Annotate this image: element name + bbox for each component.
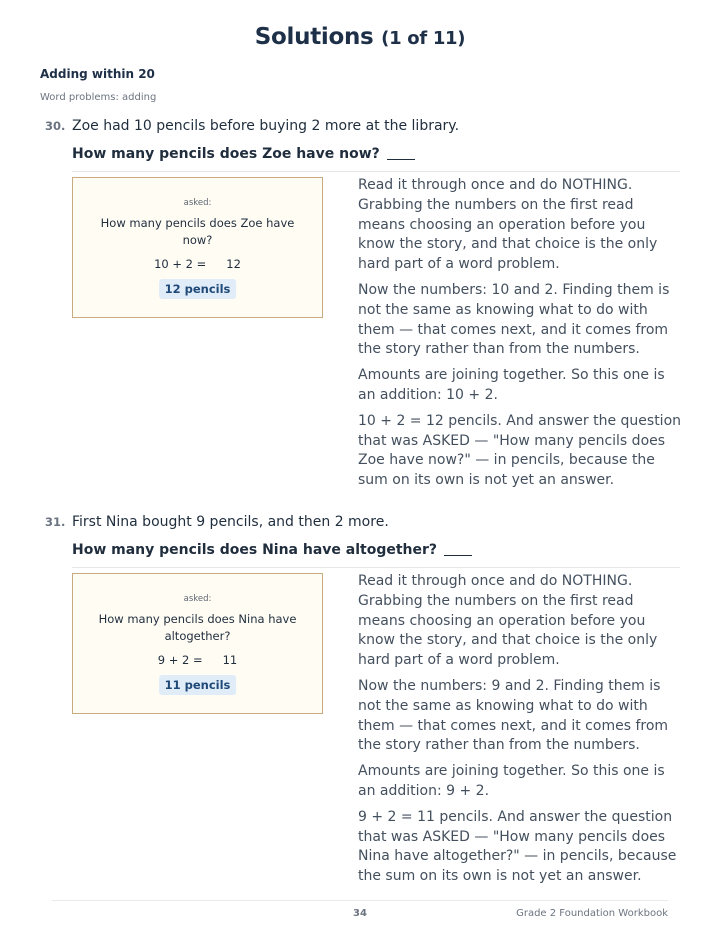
answer-badge: 11 pencils (159, 675, 237, 695)
answer-badge: 12 pencils (159, 279, 237, 299)
work-box (72, 573, 323, 714)
answer-blank (387, 159, 415, 160)
explanation (358, 572, 684, 893)
asked-question: How many pencils does Zoe have now? (100, 216, 295, 247)
problem-question (72, 542, 472, 558)
question-text: How many pencils does Nina have altogether? (72, 542, 438, 558)
problem-number: 30. (45, 119, 66, 133)
work-box (72, 177, 323, 318)
problem-number: 31. (45, 515, 66, 529)
page-number: 34 (353, 908, 367, 919)
explanation-paragraph: Now the numbers: 10 and 2. Finding them is not the same as knowing what to do with them — that comes next, and it comes from the story rather than from the numbers. (358, 281, 670, 358)
explanation-paragraph: Read it through once and do NOTHING. Grabbing the numbers on the first read means choosing an operation before you know the story, and that choice is the only hard part of a word problem. (358, 573, 658, 669)
footer-divider (52, 900, 668, 901)
asked-label: asked: (183, 198, 212, 208)
equation-row (73, 257, 322, 271)
problem-question (72, 146, 415, 162)
equation-result: 12 (226, 257, 241, 271)
equation-row (73, 653, 322, 667)
explanation-paragraph: Amounts are joining together. So this one is an addition: 10 + 2. (358, 367, 665, 403)
explanation-paragraph: 9 + 2 = 11 pencils. And answer the question that was ASKED — "How many pencils does Nina have altogether?" — in pencils, because the sum on its own is not yet an answer. (358, 808, 677, 885)
equation: 10 + 2 = (154, 257, 207, 271)
page-count: (1 of 11) (381, 28, 466, 49)
explanation-paragraph: 10 + 2 = 12 pencils. And answer the question that was ASKED — "How many pencils does Zoe have now?" — in pencils, because the sum on its own is not yet an answer. (358, 412, 682, 489)
explanation (358, 176, 684, 497)
section-title: Adding within 20 (40, 67, 155, 81)
answer-blank (444, 555, 472, 556)
equation-result: 11 (222, 653, 238, 667)
explanation-paragraph: Read it through once and do NOTHING. Grabbing the numbers on the first read means choosing an operation before you know the story, and that choice is the only hard part of a word problem. (358, 177, 658, 273)
workbook-name: Grade 2 Foundation Workbook (516, 908, 668, 919)
section-subtitle: Word problems: adding (40, 92, 157, 103)
question-text: How many pencils does Zoe have now? (72, 146, 380, 162)
asked-question: How many pencils does Nina have altogether? (98, 612, 297, 643)
explanation-paragraph: Now the numbers: 9 and 2. Finding them is not the same as knowing what to do with them — that comes next, and it comes from the story rather than from the numbers. (358, 677, 669, 754)
problem-statement: First Nina bought 9 pencils, and then 2 more. (72, 514, 389, 530)
asked-label: asked: (183, 594, 212, 604)
page-title (0, 24, 720, 50)
equation: 9 + 2 = (157, 653, 203, 667)
divider (72, 567, 680, 568)
divider (72, 171, 680, 172)
problem-statement: Zoe had 10 pencils before buying 2 more at the library. (72, 118, 460, 134)
page-title-text: Solutions (254, 24, 374, 50)
explanation-paragraph: Amounts are joining together. So this one is an addition: 9 + 2. (358, 763, 665, 799)
